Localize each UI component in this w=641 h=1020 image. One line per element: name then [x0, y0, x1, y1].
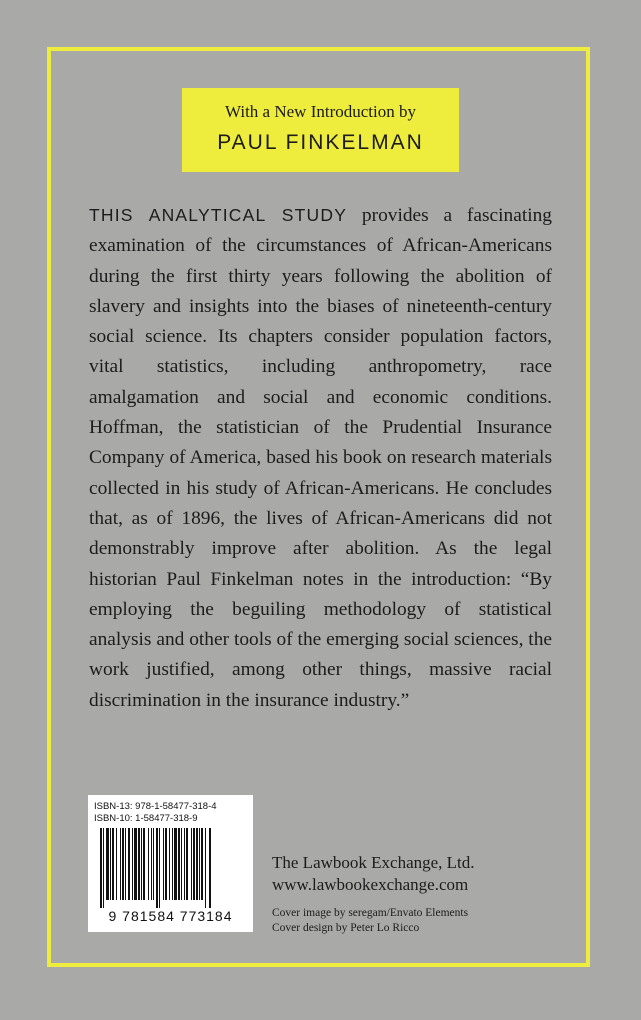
barcode-bar: [110, 828, 111, 900]
barcode-bar: [196, 828, 198, 900]
barcode-bar: [100, 828, 102, 908]
barcode-bar: [163, 828, 164, 900]
barcode-bar: [191, 828, 192, 900]
barcode-bar: [205, 828, 206, 908]
publisher-website: www.lawbookexchange.com: [272, 875, 469, 894]
barcode-bar: [193, 828, 195, 900]
barcode-bar: [178, 828, 180, 900]
barcode-bar: [138, 828, 140, 900]
barcode-bar: [186, 828, 188, 900]
barcode-bar: [141, 828, 142, 900]
barcode-bar: [169, 828, 170, 900]
barcode-bar: [181, 828, 182, 900]
isbn-10: ISBN-10: 1-58477-318-9: [94, 813, 198, 824]
cover-credits: [272, 906, 468, 936]
barcode-bar: [174, 828, 177, 900]
barcode-icon: [98, 828, 246, 914]
barcode-bar: [201, 828, 203, 900]
description-blurb: [89, 200, 552, 716]
cover-design-credit: Cover design by Peter Lo Ricco: [272, 922, 420, 934]
cover-image-credit: Cover image by seregam/Envato Elements: [272, 907, 469, 919]
barcode-bar: [103, 828, 104, 908]
blurb-body: provides a fascinating examination of the circumstances of African-Americans during the first thirty years following the abolition of slavery and insights into the biases of nineteenth-century social science. Its chapters consider population factors, vital statistics, including anthropometry, race amalgamation and social and economic conditions. Hoffman, the statistician of the Prudential Insurance Company of America, based his book on research materials collected in his study of African-Americans. He concludes that, as of 1896, the lives of African-Americans did not demonstrably improve after abolition. As the legal historian Paul Finkelman notes in the introduction: “By employing the beguiling methodology of statistical analysis and other tools of the emerging social sciences, the work justified, among other things, massive racial discrimination in the insurance industry.”: [89, 205, 553, 711]
barcode-bar: [209, 828, 211, 908]
barcode-bar: [148, 828, 149, 900]
publisher-info: [272, 852, 475, 896]
barcode-bar: [132, 828, 133, 900]
barcode-bar: [172, 828, 173, 900]
introduction-label: With a New Introduction by: [225, 102, 416, 121]
barcode-bar: [116, 828, 117, 900]
isbn-barcode-box: [88, 795, 253, 932]
barcode-bar: [184, 828, 185, 900]
introduction-author: PAUL FINKELMAN: [217, 131, 424, 154]
publisher-name: The Lawbook Exchange, Ltd.: [272, 853, 475, 872]
barcode-bar: [122, 828, 124, 900]
barcode-bar: [134, 828, 137, 900]
barcode-bar: [112, 828, 114, 900]
barcode-bar: [151, 828, 152, 900]
barcode-bar: [120, 828, 121, 900]
barcode-bar: [106, 828, 109, 900]
barcode-bar: [125, 828, 126, 900]
barcode-bar: [156, 828, 158, 908]
barcode-bar: [153, 828, 154, 900]
isbn-13: ISBN-13: 978-1-58477-318-4: [94, 801, 217, 812]
barcode-bar: [165, 828, 167, 900]
barcode-bar: [128, 828, 130, 900]
blurb-lead: THIS ANALYTICAL STUDY: [89, 205, 348, 225]
barcode-bar: [199, 828, 200, 900]
introduction-badge: [182, 88, 459, 172]
ean-digits: 9 781584 773184: [108, 908, 233, 924]
barcode-bar: [143, 828, 145, 900]
barcode-bar: [159, 828, 160, 908]
